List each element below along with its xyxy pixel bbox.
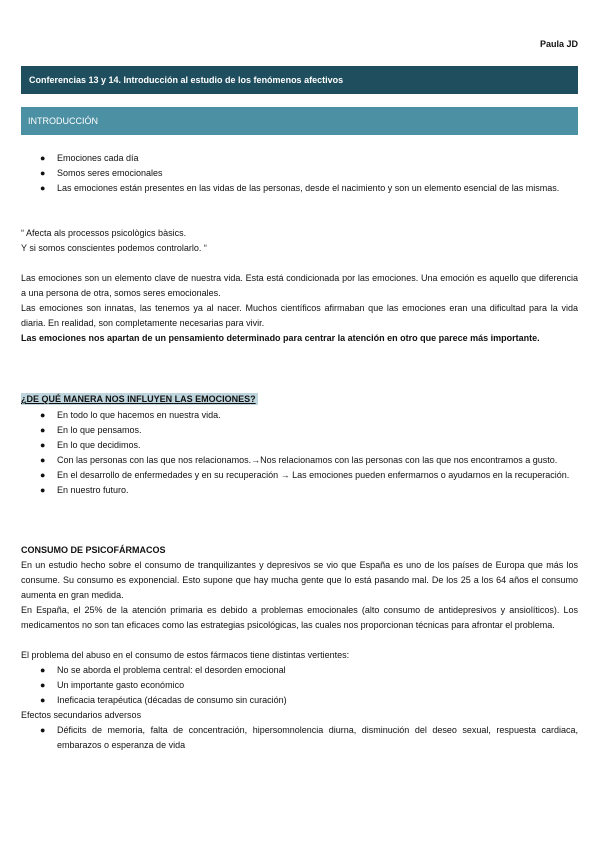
paragraph: En España, el 25% de la atención primaria es debido a problemas emocionales (alto consumo de antidepresivos y ansiolíticos). Los medicamentos no son tan eficaces como las estrategias psicológicas, las cuales nos proporcionan técnicas para afrontar el problema. bbox=[21, 605, 578, 630]
section-banner-introduccion: INTRODUCCIÓN bbox=[21, 107, 578, 135]
quote-line: “ Afecta als processos psicològics bàsics. bbox=[21, 228, 187, 238]
intro-paragraphs bbox=[21, 271, 578, 346]
list-item: ● Somos seres emocionales bbox=[21, 166, 578, 181]
bullet-icon: ● bbox=[40, 665, 46, 675]
list-item: ● En nuestro futuro. bbox=[21, 483, 578, 498]
quote-line: Y si somos conscientes podemos controlarlo. “ bbox=[21, 243, 207, 253]
quote-block bbox=[21, 226, 578, 256]
bullet-icon: ● bbox=[40, 485, 46, 495]
bullet-icon: ● bbox=[40, 410, 46, 420]
psicofarmacos-section bbox=[21, 543, 578, 753]
bullet-icon: ● bbox=[40, 153, 46, 163]
list-item: ● No se aborda el problema central: el desorden emocional bbox=[21, 663, 578, 678]
paragraph-bold: Las emociones nos apartan de un pensamiento determinado para centrar la atención en otro que parece más importante. bbox=[21, 333, 540, 343]
list-item: ● En todo lo que hacemos en nuestra vida. bbox=[21, 408, 578, 423]
list-item: ● En el desarrollo de enfermedades y en su recuperación → Las emociones pueden enfermarnos o ayudarnos en la recuperación. bbox=[21, 468, 578, 483]
bullet-icon: ● bbox=[40, 440, 46, 450]
section-heading: CONSUMO DE PSICOFÁRMACOS bbox=[21, 545, 166, 555]
paragraph: Las emociones son un elemento clave de nuestra vida. Esta está condicionada por las emociones. Una emoción es aquello que diferencia a una persona de otra, somos seres emocionales. bbox=[21, 273, 578, 298]
section-heading: ¿DE QUÉ MANERA NOS INFLUYEN LAS EMOCIONES? bbox=[21, 394, 256, 404]
bullet-icon: ● bbox=[40, 183, 46, 193]
list-item: ● En lo que pensamos. bbox=[21, 423, 578, 438]
list-item: ● Déficits de memoria, falta de concentración, hipersomnolencia diurna, disminución del deseo sexual, respuesta cardiaca, embarazos o esperanza de vida bbox=[40, 725, 578, 750]
bullet-icon: ● bbox=[40, 470, 46, 480]
list-item: ● Emociones cada día bbox=[21, 151, 578, 166]
paragraph: El problema del abuso en el consumo de estos fármacos tiene distintas vertientes: bbox=[21, 650, 350, 660]
bullet-icon: ● bbox=[40, 725, 46, 735]
bullet-icon: ● bbox=[40, 168, 46, 178]
side-effects-label: Efectos secundarios adversos bbox=[21, 710, 142, 720]
bullet-icon: ● bbox=[40, 695, 46, 705]
paragraph: En un estudio hecho sobre el consumo de tranquilizantes y depresivos se vio que España es uno de los países de Europa que más los consume. Su consumo es exponencial. Esto supone que hay mucha gente que lo está pasando mal. De los 25 a los 64 años el consumo aumenta en gran medida. bbox=[21, 560, 578, 600]
intro-bullet-list bbox=[21, 151, 578, 196]
document-title-banner: Conferencias 13 y 14. Introducción al estudio de los fenómenos afectivos bbox=[21, 66, 578, 94]
influence-section bbox=[21, 392, 578, 498]
list-item: ● Las emociones están presentes en las vidas de las personas, desde el nacimiento y son un elemento esencial de las mismas. bbox=[21, 181, 578, 196]
paragraph: Las emociones son innatas, las tenemos ya al nacer. Muchos científicos afirmaban que las emociones eran una dificultad para la vida diaria. En realidad, son completamente necesarias para vivir. bbox=[21, 303, 578, 328]
author-name: Paula JD bbox=[539, 39, 578, 49]
list-item: ● En lo que decidimos. bbox=[21, 438, 578, 453]
bullet-icon: ● bbox=[40, 425, 46, 435]
list-item: ● Un importante gasto económico bbox=[21, 678, 578, 693]
bullet-icon: ● bbox=[40, 680, 46, 690]
list-item: ● Con las personas con las que nos relacionamos.→Nos relacionamos con las personas con las que nos encontramos a gusto. bbox=[21, 453, 578, 468]
list-item: ● Ineficacia terapéutica (décadas de consumo sin curación) bbox=[21, 693, 578, 708]
bullet-icon: ● bbox=[40, 455, 46, 465]
